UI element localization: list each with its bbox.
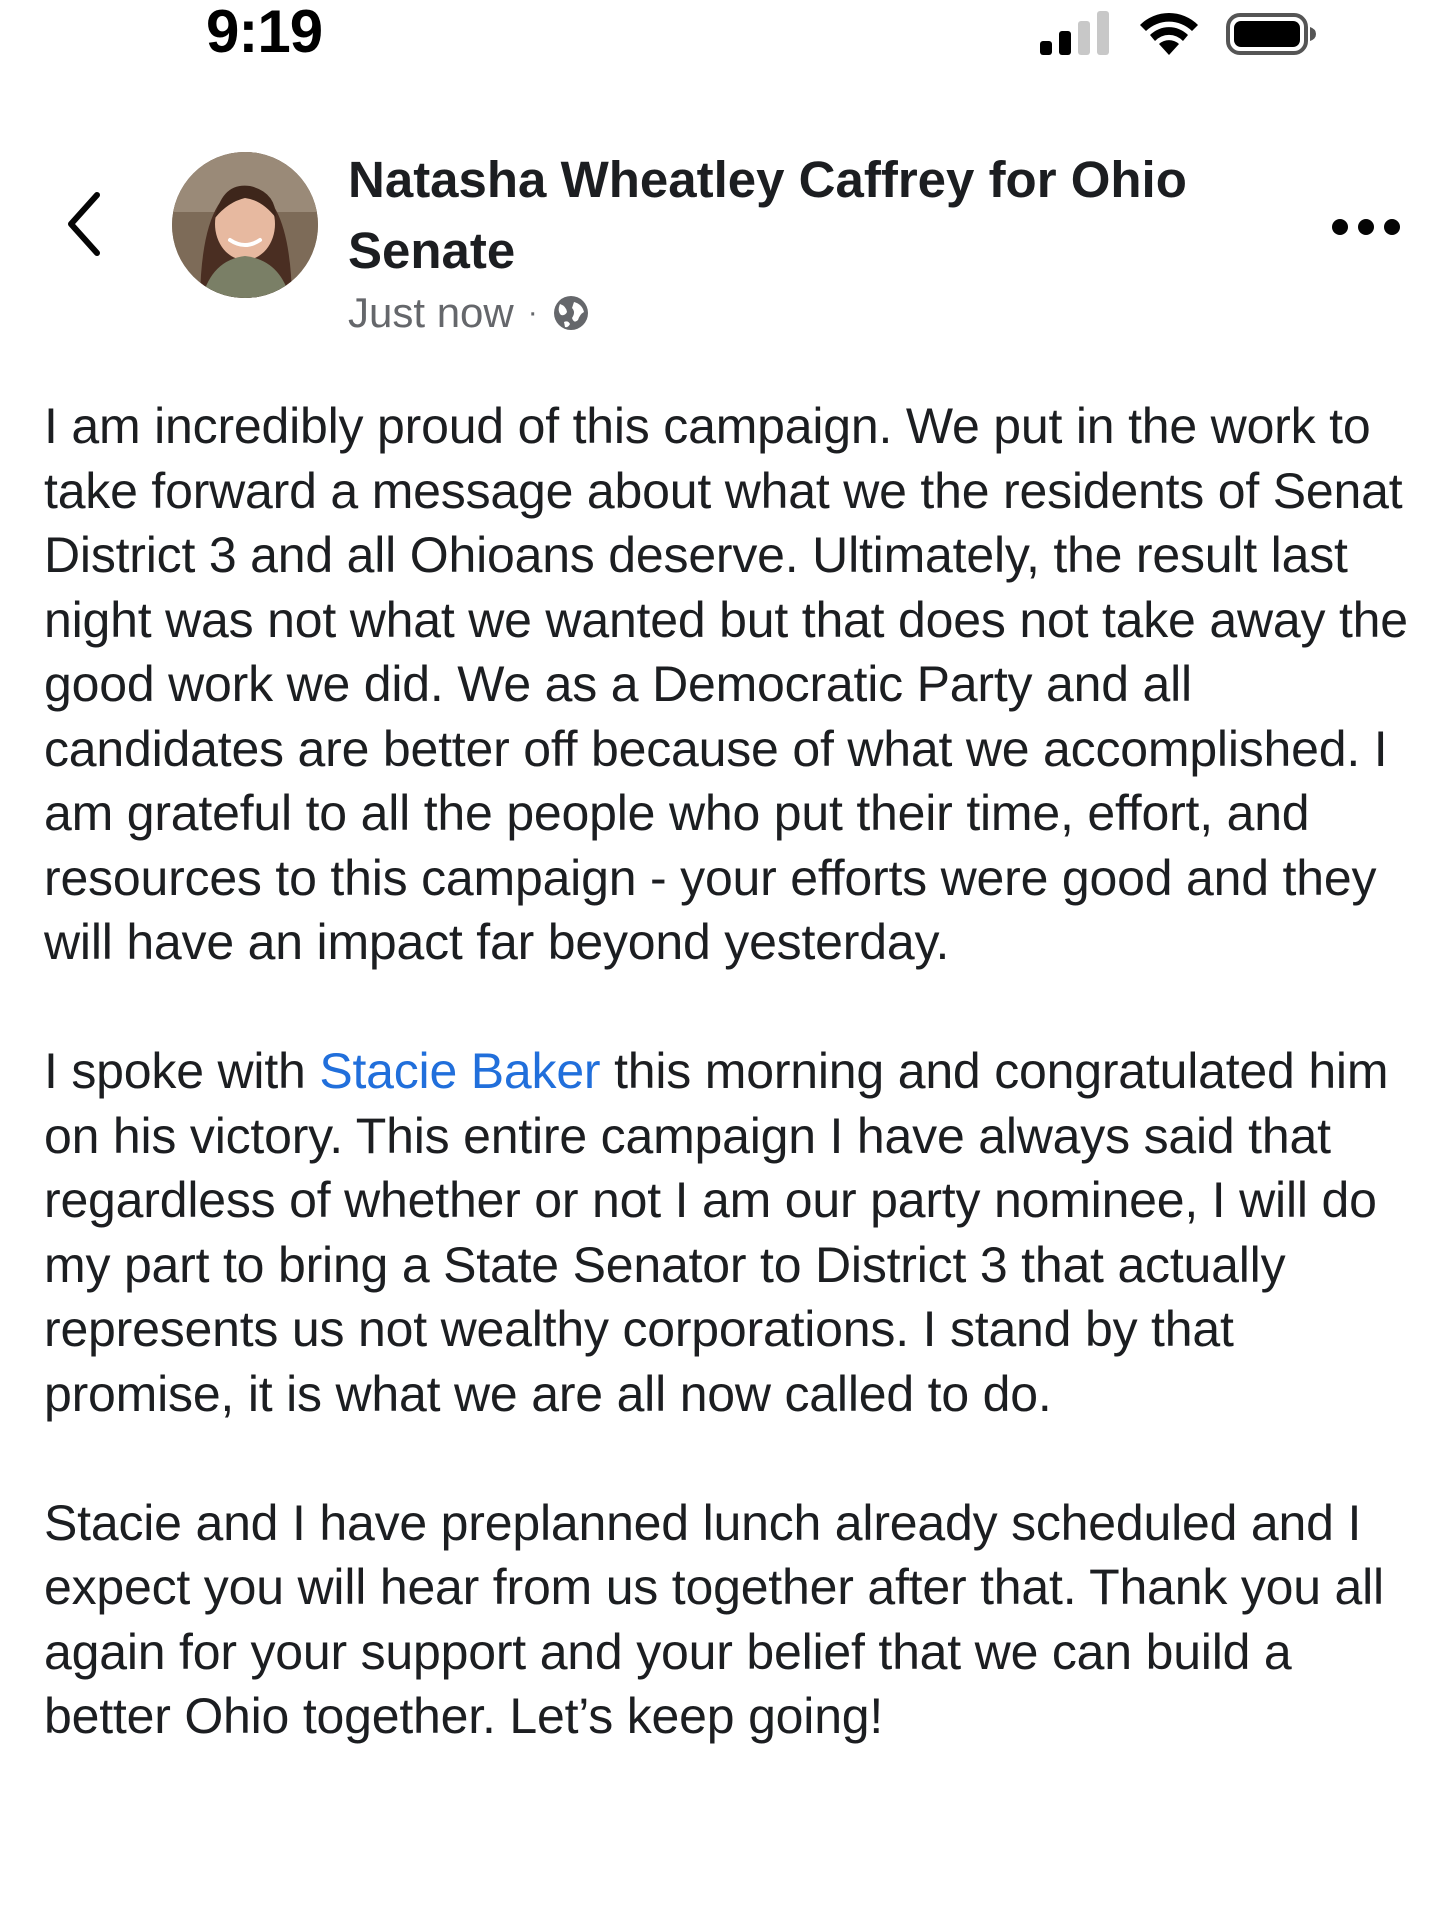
post-header (0, 140, 1440, 340)
more-dot-icon (1384, 219, 1400, 235)
more-dot-icon (1358, 219, 1374, 235)
mention-link-stacie-baker[interactable]: Stacie Baker (319, 1043, 601, 1099)
profile-photo (172, 152, 318, 298)
back-button[interactable] (58, 184, 108, 264)
globe-icon[interactable] (552, 294, 590, 332)
status-icons (1040, 10, 1318, 58)
status-bar (0, 0, 1440, 70)
post-paragraph: I am incredibly proud of this campaign. We put in the work to take forward a message about what we the residents of Senat District 3 and all Ohioans deserve. Ultimately, the result last night was not what we wanted but that does not take away the good work we did. We as a Democratic Party and all candidates are better off because of what we accomplished. I am grateful to all the people who put their time, effort, and resources to this campaign - your efforts were good and they will have an impact far beyond yesterday. (44, 398, 1408, 970)
cellular-signal-icon (1040, 11, 1112, 57)
post-text: I spoke with (44, 1043, 320, 1099)
post-paragraph: Stacie and I have preplanned lunch already scheduled and I expect you will hear from us together after that. Thank you all again for your support and your belief that we can build a better Ohio together. Let’s keep going! (44, 1494, 1384, 1744)
post-timestamp[interactable]: Just now (348, 289, 514, 336)
post-meta (348, 288, 590, 338)
more-options-button[interactable] (1316, 202, 1416, 252)
post-body (44, 394, 1416, 1813)
chevron-left-icon (63, 189, 103, 259)
status-time: 9:19 (206, 0, 323, 65)
avatar[interactable] (172, 152, 318, 298)
more-dot-icon (1332, 219, 1348, 235)
meta-separator: · (527, 296, 538, 329)
post-paragraph (44, 1039, 1416, 1426)
page-name[interactable]: Natasha Wheatley Caffrey for Ohio Senate (348, 151, 1187, 279)
wifi-icon (1138, 11, 1200, 57)
post-text: this morning and congratulated him on his victory. This entire campaign I have always said that regardless of whether or not I am our party nominee, I will do my part to bring a State Senator to District 3 that actually represents us not wealthy corporations. I stand by that promise, it is what we are all now called to do. (44, 1043, 1389, 1422)
battery-icon (1226, 11, 1318, 57)
